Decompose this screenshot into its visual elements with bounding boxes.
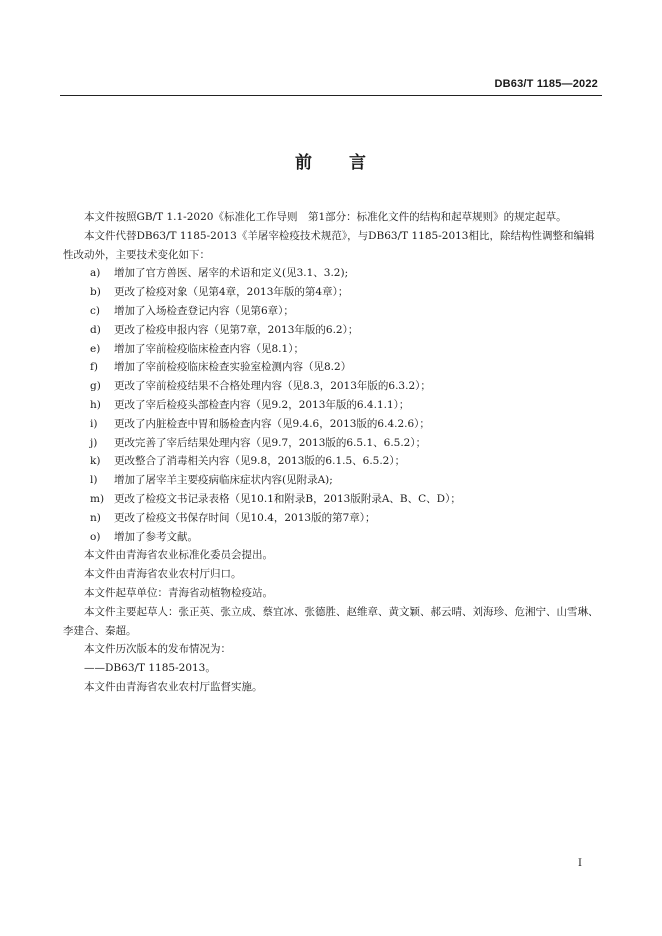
standard-code: DB63/T 1185—2022	[494, 78, 598, 90]
title-char-1: 前	[295, 153, 313, 173]
list-item-marker: m)	[90, 492, 105, 505]
list-item-marker: c)	[90, 304, 100, 317]
paragraph-replacement: 本文件代替DB63/T 1185-2013《羊屠宰检疫技术规范》，与DB63/T 1185-2013相比，除结构性调整和编辑性改动外，主要技术变化如下：	[63, 229, 595, 261]
list-item	[63, 528, 600, 547]
list-item	[63, 283, 600, 302]
technical-changes-list	[63, 264, 600, 546]
foreword-body	[63, 208, 600, 697]
page-number: I	[578, 858, 582, 869]
paragraph-proposer: 本文件由青海省农业标准化委员会提出。	[84, 549, 273, 562]
page-title	[0, 148, 662, 173]
list-item	[63, 302, 600, 321]
list-item-marker: o)	[90, 530, 101, 543]
list-item	[63, 340, 600, 359]
list-item-marker: e)	[90, 342, 101, 355]
paragraph-drafting-unit: 本文件起草单位：青海省动植物检疫站。	[84, 586, 273, 599]
list-item-marker: l)	[90, 474, 98, 487]
list-item	[63, 471, 600, 490]
list-item	[63, 396, 600, 415]
list-item-text: 更改了宰后检疫头部检查内容（见9.2，2013年版的6.4.1.1）；	[114, 398, 410, 411]
list-item	[63, 377, 600, 396]
paragraph-drafters: 本文件主要起草人：张正英、张立成、蔡宜冰、张德胜、赵维章、黄文颖、郝云晴、刘海珍、危湘宁、山雪琳、李建合、秦超。	[63, 605, 599, 637]
list-item	[63, 264, 600, 283]
paragraph-supervision: 本文件由青海省农业农村厅监督实施。	[84, 680, 263, 693]
list-item-text: 增加了官方兽医、屠宰的术语和定义(见3.1、3.2);	[114, 267, 349, 280]
list-item-text: 增加了宰前检疫临床检查实验室检测内容（见8.2）	[114, 361, 352, 374]
list-item-marker: f)	[90, 361, 98, 374]
list-item-text: 更改了检疫文书记录表格（见10.1和附录B，2013版附录A、B、C、D）；	[114, 492, 461, 505]
list-item-text: 更改完善了宰后结果处理内容（见9.7，2013版的6.5.1、6.5.2）；	[114, 436, 427, 449]
paragraph-responsible: 本文件由青海省农业农村厅归口。	[84, 568, 242, 581]
list-item	[63, 358, 600, 377]
list-item-marker: j)	[90, 436, 98, 449]
title-char-2: 言	[349, 153, 367, 173]
list-item-text: 增加了入场检查登记内容（见第6章）；	[114, 304, 294, 317]
list-item-text: 增加了宰前检疫临床检查内容（见8.1）；	[114, 342, 304, 355]
list-item	[63, 321, 600, 340]
list-item-text: 更改整合了消毒相关内容（见9.8，2013版的6.1.5、6.5.2）；	[114, 455, 406, 468]
list-item-marker: a)	[90, 267, 101, 280]
list-item-text: 增加了屠宰羊主要疫病临床症状内容(见附录A);	[114, 474, 333, 487]
header-divider	[60, 95, 602, 96]
list-item-marker: n)	[90, 511, 101, 524]
list-item-marker: h)	[90, 398, 101, 411]
list-item-text: 更改了检疫申报内容（见第7章，2013年版的6.2）；	[114, 323, 359, 336]
list-item-text: 更改了检疫文书保存时间（见10.4，2013版的第7章）；	[114, 511, 376, 524]
list-item-marker: b)	[90, 286, 101, 299]
list-item-text: 增加了参考文献。	[114, 530, 198, 543]
list-item-text: 更改了内脏检查中胃和肠检查内容（见9.4.6，2013版的6.4.2.6）；	[114, 417, 430, 430]
paragraph-history-intro: 本文件历次版本的发布情况为：	[84, 643, 231, 656]
list-item-marker: d)	[90, 323, 101, 336]
list-item	[63, 509, 600, 528]
paragraph-drafting-rule: 本文件按照GB/T 1.1-2020《标准化工作导则 第1部分：标准化文件的结构和起草规则》的规定起草。	[84, 211, 567, 223]
list-item	[63, 452, 600, 471]
list-item	[63, 415, 600, 434]
list-item-marker: g)	[90, 380, 101, 393]
list-item-text: 更改了宰前检疫结果不合格处理内容（见8.3，2013年版的6.3.2）；	[114, 380, 431, 393]
list-item-marker: i)	[90, 417, 98, 430]
paragraph-history-item: ——DB63/T 1185-2013。	[84, 662, 216, 675]
list-item	[63, 490, 600, 509]
list-item-text: 更改了检疫对象（见第4章，2013年版的第4章）；	[114, 286, 349, 299]
list-item-marker: k)	[90, 455, 101, 468]
list-item	[63, 434, 600, 453]
